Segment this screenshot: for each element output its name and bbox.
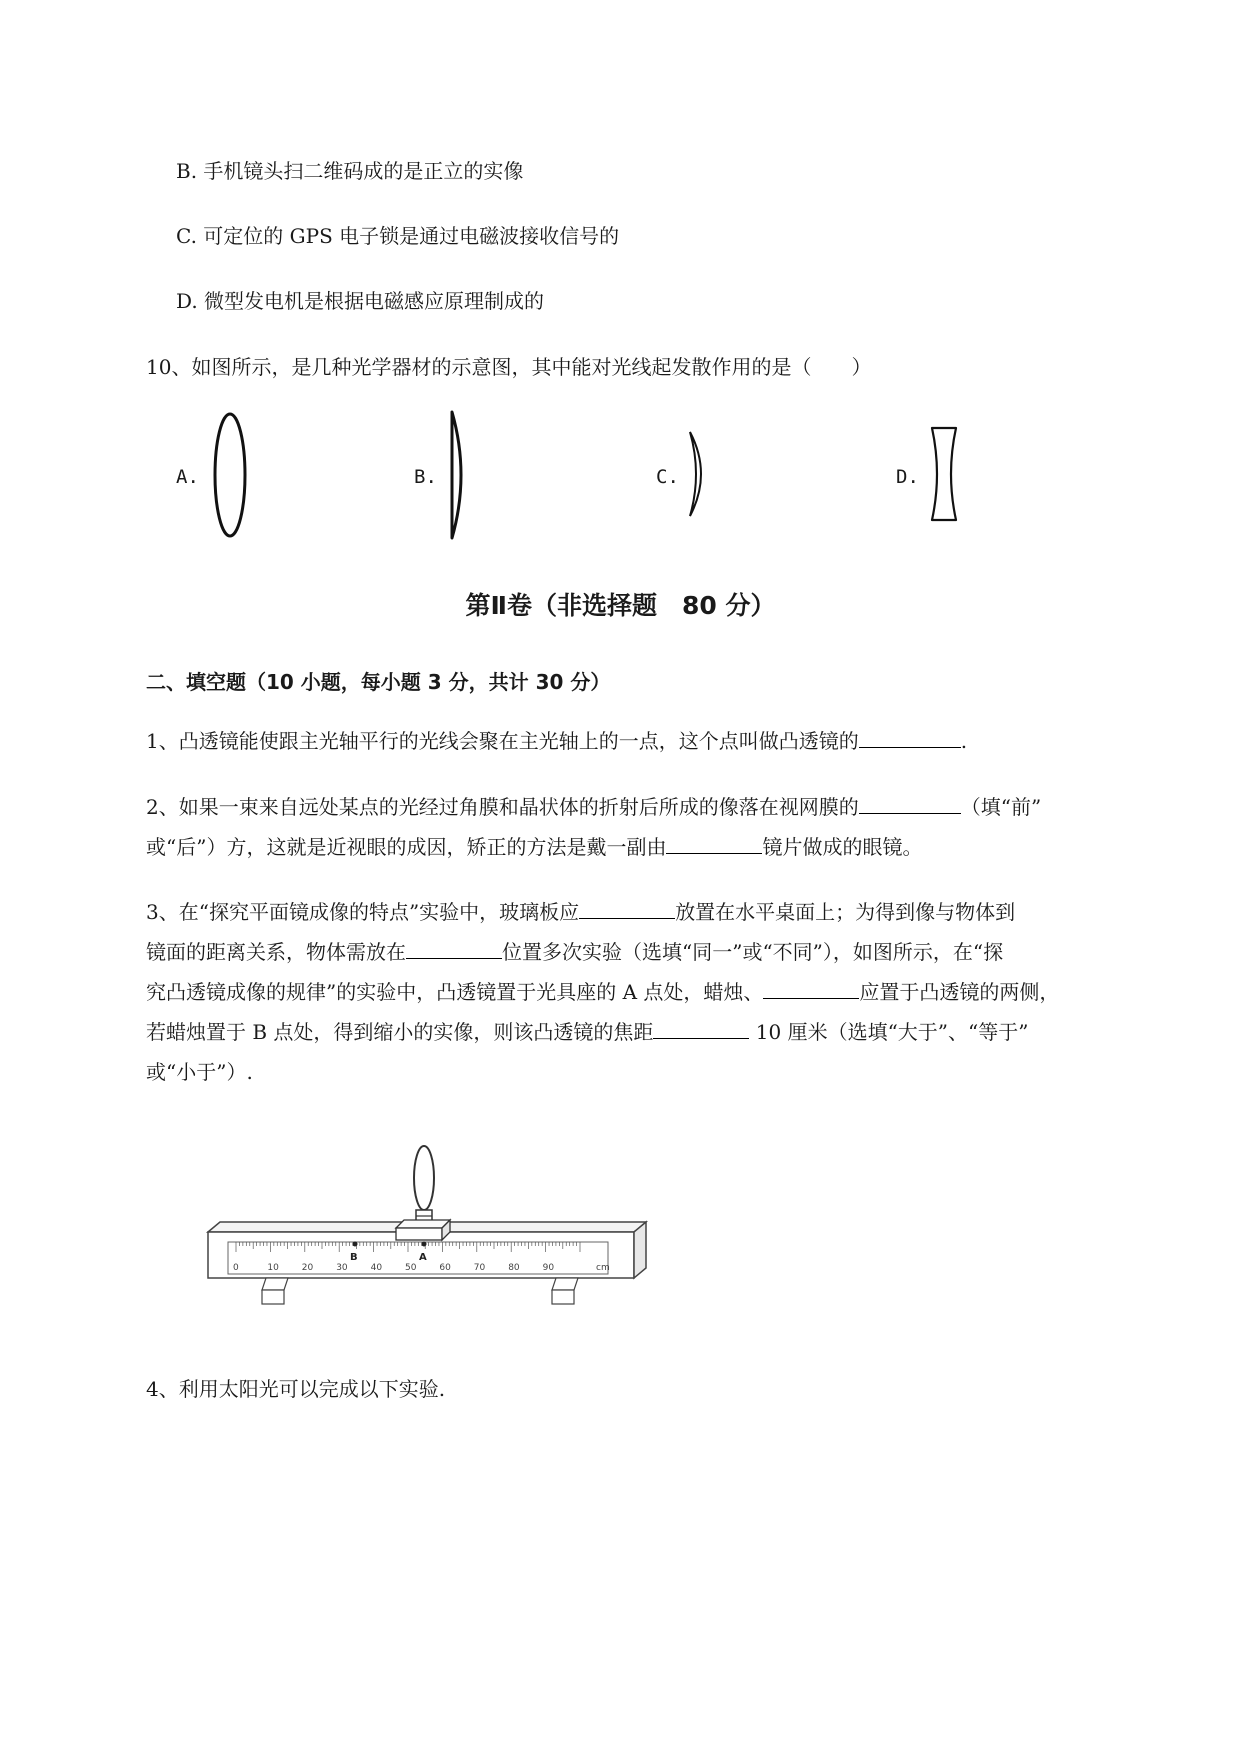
scale-tick-label: 10: [267, 1263, 279, 1273]
fill-q2-text-3: 或“后”）方，这就是近视眼的成因，矫正的方法是戴一副由: [146, 835, 667, 859]
answer-blank[interactable]: [406, 938, 502, 959]
scale-tick-label: 30: [336, 1263, 348, 1273]
fill-q3-text-7: 若蜡烛置于 B 点处，得到缩小的实像，则该凸透镜的焦距: [146, 1020, 654, 1044]
fill-q2-line2: [146, 833, 922, 861]
scale-tick-label: 90: [542, 1263, 555, 1273]
lens-shape: [414, 1146, 434, 1210]
fill-q3-line4: [146, 1018, 1028, 1046]
scale-tick-label: 0: [233, 1263, 239, 1273]
q10-option-d-label: D.: [896, 466, 919, 488]
q9-option-b: B. 手机镜头扫二维码成的是正立的实像: [176, 159, 524, 183]
fill-q3-text-5: 究凸透镜成像的规律”的实验中，凸透镜置于光具座的 A 点处，蜡烛、: [146, 980, 764, 1004]
fill-q4: 4、利用太阳光可以完成以下实验.: [146, 1377, 446, 1401]
fill-q3-line5: 或“小于”）.: [146, 1060, 253, 1084]
fill-q3-line2: [146, 938, 1003, 966]
fill-q3-text-1: 3、在“探究平面镜成像的特点”实验中，玻璃板应: [146, 900, 580, 924]
answer-blank[interactable]: [763, 978, 859, 999]
fill-q3-line3: [146, 978, 1059, 1006]
q9-option-c: C. 可定位的 GPS 电子锁是通过电磁波接收信号的: [176, 224, 620, 248]
section2-heading: 二、填空题（10 小题，每小题 3 分，共计 30 分）: [146, 670, 611, 694]
fill-q3-text-3: 镜面的距离关系，物体需放在: [146, 940, 406, 964]
q9-option-d: D. 微型发电机是根据电磁感应原理制成的: [176, 289, 545, 313]
meniscus-lens-icon: [684, 428, 714, 520]
answer-blank[interactable]: [579, 898, 675, 919]
optical-bench-figure: [200, 1140, 660, 1335]
scale-tick-label: 80: [508, 1263, 520, 1273]
biconcave-lens-icon: [928, 424, 960, 524]
answer-blank[interactable]: [859, 727, 961, 748]
fill-q1-end: .: [960, 729, 968, 753]
q10-option-a-label: A.: [176, 466, 199, 488]
scale-tick-label: 50: [405, 1263, 417, 1273]
fill-q3-line1: [146, 898, 1015, 926]
fill-q2-text-4: 镜片做成的眼镜。: [762, 835, 923, 859]
part2-title: 第Ⅱ卷（非选择题 80 分）: [465, 591, 776, 620]
fill-q1-text: 1、凸透镜能使跟主光轴平行的光线会聚在主光轴上的一点，这个点叫做凸透镜的: [146, 729, 859, 753]
answer-blank[interactable]: [859, 793, 961, 814]
fill-q1: [146, 727, 967, 755]
plano-convex-lens-icon: [444, 408, 474, 542]
fill-q2-text-2: （填“前”: [960, 795, 1042, 819]
scale-tick-label: 40: [370, 1263, 383, 1273]
point-a-label: A: [419, 1252, 427, 1263]
fill-q3-text-4: 位置多次实验（选填“同一”或“不同”），如图所示，在“探: [502, 940, 1004, 964]
answer-blank[interactable]: [666, 833, 762, 854]
bench-unit-label: cm: [596, 1263, 610, 1273]
scale-tick-label: 20: [301, 1263, 314, 1273]
fill-q3-text-8: 10 厘米（选填“大于”、“等于”: [749, 1020, 1029, 1044]
scale-tick-label: 60: [439, 1263, 451, 1273]
biconvex-lens-icon: [210, 410, 250, 540]
q10-stem: 10、如图所示，是几种光学器材的示意图，其中能对光线起发散作用的是（ ）: [146, 355, 872, 379]
fill-q2-text-1: 2、如果一束来自远处某点的光经过角膜和晶状体的折射后所成的像落在视网膜的: [146, 795, 859, 819]
fill-q3-text-6: 应置于凸透镜的两侧，: [859, 980, 1060, 1004]
fill-q3-text-2: 放置在水平桌面上；为得到像与物体到: [675, 900, 1016, 924]
scale-tick-label: 70: [473, 1263, 486, 1273]
answer-blank[interactable]: [653, 1018, 749, 1039]
fill-q2-line1: [146, 793, 1041, 821]
q10-option-c-label: C.: [656, 466, 679, 488]
q10-option-b-label: B.: [414, 466, 437, 488]
point-b-label: B: [350, 1252, 358, 1263]
